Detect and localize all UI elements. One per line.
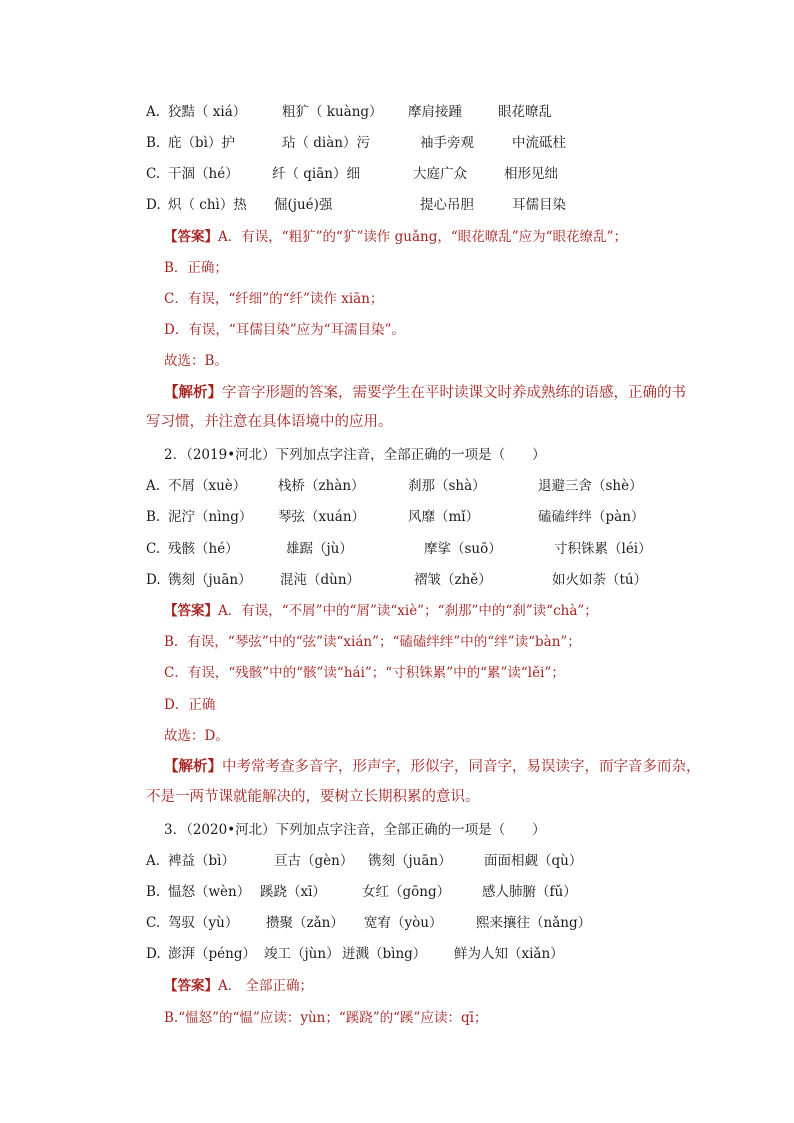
q1-answer-line-d: D．有误，“耳儒目染”应为“耳濡目染”。 [164,322,405,338]
document-page: A. 狡黠（ xiá） 粗犷（ kuàng） 摩肩接踵 眼花暸乱 B. 庇（bì）护 玷（ diàn）污 袖手旁观 中流砥柱 C. 干涸（hé） 纤（ qiān）细 大庭广众 相形见绌 D. 炽（ chì）热 倔(jué)强 提心吊胆 耳儒目染 【答案】A．有误，“粗犷”的“犷”读作 guǎng，“眼花暸乱”应为“眼花缭乱”； B．正确； C．有误，“纤细”的“纤”读作 xiān； D．有误，“耳儒目染”应为“耳濡目染”。 故选：B。 【解析】字音字形题的答案，需要学生在平时读课文时养成熟练的语感，正确的书 写习惯，并注意在具体语境中的应用。 2．（2019•河北）下列加点字注音，全部正确的一项是（ ） A. 不屑（xuè） 栈桥（zhàn） 刹那（shà） 退避三舍（shè） B. 泥泞（nìng） 琴弦（xuán） 风靡（mǐ） 磕磕绊绊（pàn） C. 残骸（hé） 雄踞（jù） 摩挲（suō） 寸积铢累（léi） D. 镌刻（juān） 混沌（dùn） 褶皱（zhě） 如火如荼（tú） 【答案】A．有误，“不屑”中的“屑”读“xiè”；“刹那”中的“刹”读“chà”； B．有误，“琴弦”中的“弦”读“xián”；“磕磕绊绊”中的“绊”读“bàn”； C．有误，“残骸”中的“骸”读“hái”；“寸积铢累”中的“累”读“lěi”； D．正确 故选：D。 【解析】中考常考查多音字，形声字，形似字，同音字，易误读字，而字音多而杂， 不是一两节课就能解决的，要树立长期积累的意识。 3．（2020•河北）下列加点字注音，全部正确的一项是（ ） A. 裨益（bì） 亘古（gèn） 镌刻（juān） 面面相觑（qù） B. 愠怒（wèn） 蹊跷（xī） 女红（gōng） 感人肺腑（fǔ） C. 驾驭（yù） 攒聚（zǎn） 宽宥（yòu） 熙来攘往（nǎng） D. 澎湃（péng） 竣工（jùn） 迸溅（bìng） 鲜为人知（xiǎn） 【答案】A． 全部正确； B.“愠怒”的“愠”应读：yùn；“蹊跷”的“蹊”应读：qī； [146,104,701,1026]
q2-answer-choice: 故选：D。 [164,728,229,744]
q2-analysis-line-1: 【解析】中考常考查多音字，形声字，形似字，同音字，易误读字，而字音多而杂， [164,758,701,775]
q3-answer-line-a: 【答案】A． 全部正确； [164,978,314,994]
q2-answer-line-c: C．有误，“残骸”中的“骸”读“hái”；“寸积铢累”中的“累”读“lěi”； [164,665,565,681]
q2-answer-line-a: 【答案】A．有误，“不屑”中的“屑”读“xiè”；“刹那”中的“刹”读“chà”； [164,603,598,619]
q2-answer-line-d: D．正确 [164,697,216,713]
q1-answer-line-a: 【答案】A．有误，“粗犷”的“犷”读作 guǎng，“眼花暸乱”应为“眼花缭乱”； [164,229,627,245]
q1-answer-line-c: C．有误，“纤细”的“纤”读作 xiān； [164,291,384,307]
q1-answer-line-b: B．正确； [164,260,228,276]
q3-stem: 3．（2020•河北）下列加点字注音，全部正确的一项是（ ） [164,822,546,838]
q1-analysis-line-1: 【解析】字音字形题的答案，需要学生在平时读课文时养成熟练的语感，正确的书 [164,384,686,401]
q2-analysis-line-2: 不是一两节课就能解决的，要树立长期积累的意识。 [146,789,480,805]
q1-answer-choice: 故选：B。 [164,353,228,369]
q1-analysis-line-2: 写习惯，并注意在具体语境中的应用。 [146,414,393,430]
q3-answer-line-b: B.“愠怒”的“愠”应读：yùn；“蹊跷”的“蹊”应读：qī； [164,1010,488,1026]
q2-stem: 2．（2019•河北）下列加点字注音，全部正确的一项是（ ） [164,447,546,463]
q2-answer-line-b: B．有误，“琴弦”中的“弦”读“xián”；“磕磕绊绊”中的“绊”读“bàn”； [164,634,581,650]
